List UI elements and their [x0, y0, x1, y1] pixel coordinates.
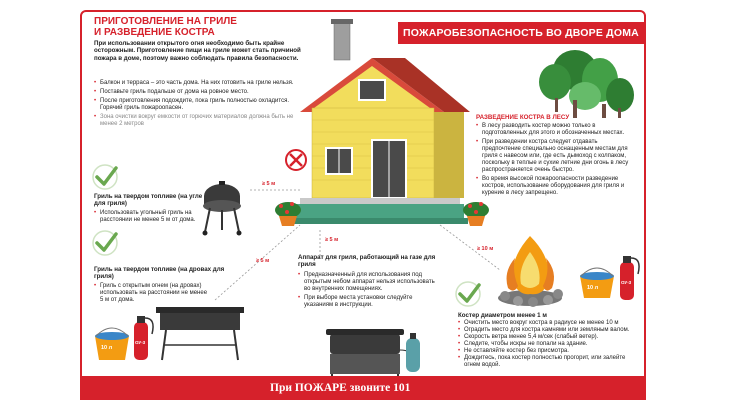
wood-grill-block: [94, 266, 244, 304]
house-illustration: [292, 19, 470, 224]
footer-emergency-banner: При ПОЖАРЕ звоните 101: [80, 376, 646, 400]
list-item: • Во время высокой пожароопасности разведение костров, использование оборудования для гриля и курение в лесу запрещено.: [476, 176, 636, 197]
bucket-illustration-right: [580, 268, 614, 298]
bucket-label: 10 л: [101, 345, 113, 351]
list-item: • При выборе места установки следуйте указаниям в инструкции.: [298, 295, 442, 309]
kettle-grill-illustration: [203, 181, 242, 236]
list-item: • В лесу разводить костер можно только в подготовленных для этого и обозначенных местах.: [476, 123, 636, 137]
distance-label-gas: ≥ 5 м: [325, 237, 339, 243]
bucket-label-right: 10 л: [587, 285, 599, 291]
extinguisher-label: ОУ-3: [135, 340, 146, 345]
forest-block: [476, 114, 636, 197]
forest-title: РАЗВЕДЕНИЕ КОСТРА В ЛЕСУ: [476, 114, 570, 121]
list-item: • Поставьте гриль подальше от дома на ровное место.: [94, 89, 304, 96]
header-banner: ПОЖАРОБЕЗОПАСНОСТЬ ВО ДВОРЕ ДОМА: [398, 22, 644, 44]
extinguisher-label-right: ОУ-3: [621, 280, 632, 285]
list-item: • Использовать угольный гриль на расстоянии не менее 5 м от дома.: [94, 210, 206, 224]
list-item: • Следите, чтобы искры не попали на здание.: [458, 341, 640, 348]
title-line-1: ПРИГОТОВЛЕНИЕ НА ГРИЛЕ: [94, 16, 237, 27]
list-item: • Предназначенный для использования под открытым небом аппарат нельзя использовать во внутренних помещениях.: [298, 272, 442, 293]
list-item: • При разведении костра следует отдавать предпочтение специально оснащенным местам для гриля с навесом или, где есть дымоход с колпаком, поскольку в теплые и сухие летние дни огонь в лесу распространяется очень быстро.: [476, 139, 636, 174]
distance-label-campfire: ≥ 10 м: [477, 246, 494, 252]
list-item: • Оградить место для костра камнями или земляным валом.: [458, 327, 640, 334]
list-item: • Очистить место вокруг костра в радиусе не менее 10 м: [458, 320, 640, 327]
list-item: • Балкон и терраса – это часть дома. На них готовить на гриле нельзя.: [94, 80, 304, 87]
list-item: • Дождитесь, пока костер полностью прогорит, или залейте огнем водой.: [458, 355, 640, 369]
list-item: • Скорость ветра менее 5,4 м/сек (слабый ветер).: [458, 334, 640, 341]
wood-grill-illustration: [156, 307, 244, 360]
list-item: • После приготовления подождите, пока гриль полностью охладится. Горячий гриль пожароопасен.: [94, 98, 304, 112]
coal-grill-block: [94, 193, 206, 224]
distance-label-coal: ≥ 5 м: [262, 181, 276, 187]
extinguisher-illustration-right: [620, 256, 639, 300]
title-line-2: И РАЗВЕДЕНИЕ КОСТРА: [94, 27, 215, 38]
gas-grill-title: Аппарат для гриля, работающий на газе для гриля: [298, 254, 436, 269]
extinguisher-illustration: [134, 316, 153, 360]
coal-grill-title: Гриль на твердом топливе (на угле для гриля): [94, 193, 203, 208]
campfire-title: Костер диаметром менее 1 м: [458, 312, 547, 319]
list-item: • Не оставляйте костер без присмотра.: [458, 348, 640, 355]
forbidden-icon: [286, 150, 306, 170]
list-item: • Гриль с открытым огнем (на дровах) использовать на расстоянии не менее 5 м от дома.: [94, 283, 208, 304]
distance-label-wood: ≥ 5 м: [256, 258, 270, 264]
intro-text: При использовании открытого огня необходимо быть крайне осторожным. Приготовление пищи на гриле может стать причиной пожара в доме, поэтому важно соблюдать правила безопасности.: [94, 40, 301, 62]
wood-grill-title: Гриль на твердом топливе (на дровах для гриля): [94, 266, 225, 281]
note-item: • Зона очистки вокруг емкости от горючих материалов должна быть не менее 2 метров: [94, 114, 304, 128]
gas-grill-illustration: [326, 329, 420, 378]
campfire-block: [458, 312, 640, 369]
bucket-illustration: [95, 328, 129, 360]
gas-grill-block: [298, 254, 448, 309]
trees-illustration: [539, 50, 634, 118]
campfire-illustration: [498, 236, 563, 307]
